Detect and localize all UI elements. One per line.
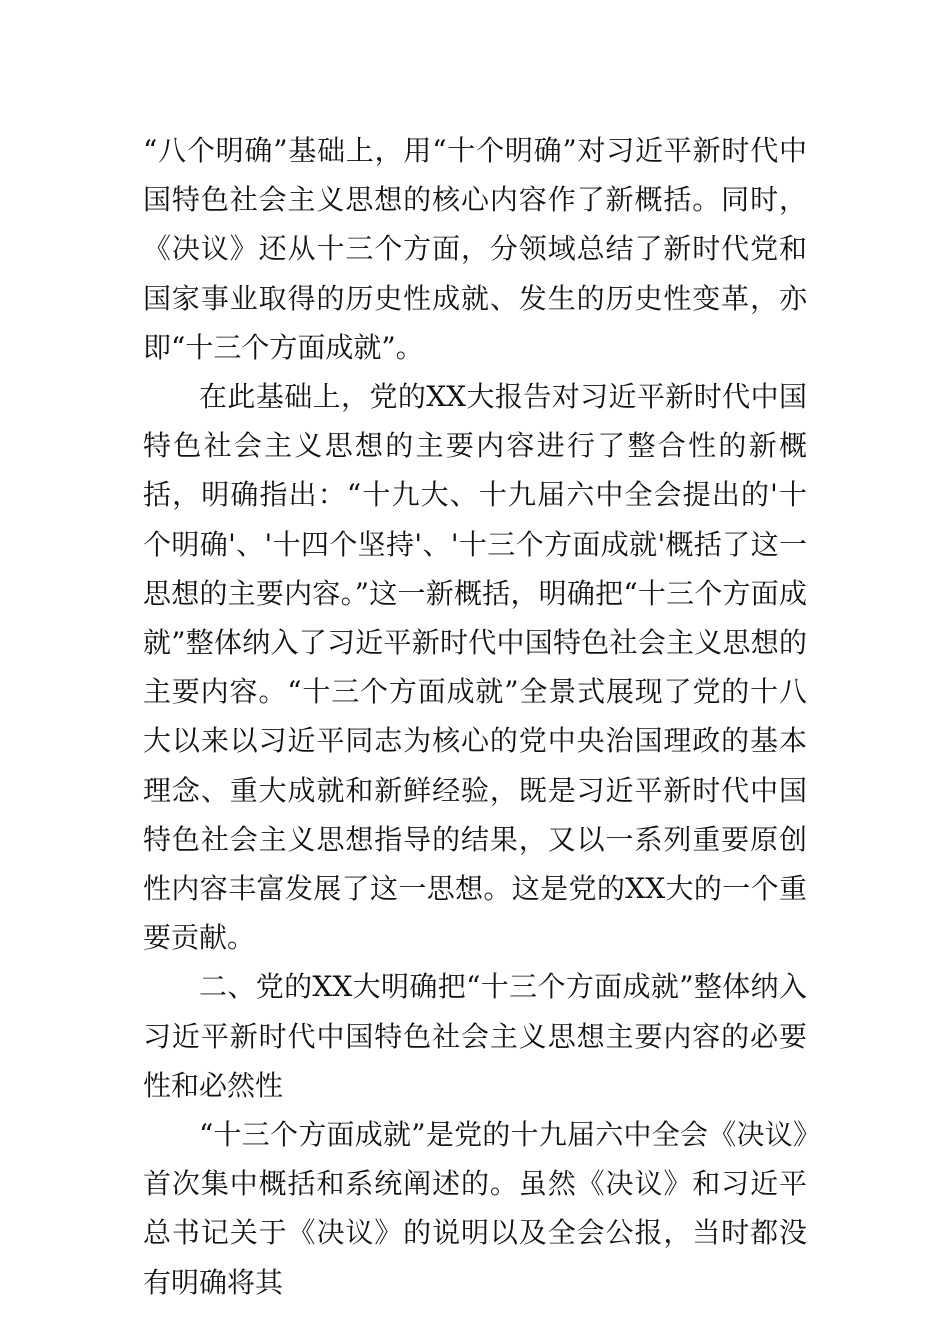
paragraph-continuation: “八个明确”基础上，用“十个明确”对习近平新时代中国特色社会主义思想的核心内容作了新概括。同时，《决议》还从十三个方面，分领域总结了新时代党和国家事业取得的历史性成就、发生的历史性变革，亦即“十三个方面成就”。 (143, 134, 807, 364)
paragraph-thirteen-achievements: “十三个方面成就”是党的十九届六中全会《决议》首次集中概括和系统阐述的。虽然《决议》和习近平总书记关于《决议》的说明以及全会公报，当时都没有明确将其 (143, 1118, 807, 1299)
paragraph-xx-report: 在此基础上，党的XX大报告对习近平新时代中国特色社会主义思想的主要内容进行了整合性的新概括，明确指出：“十九大、十九届六中全会提出的'十个明确'、'十四个坚持'、'十三个方面成就'概括了这一思想的主要内容。”这一新概括，明确把“十三个方面成就”整体纳入了习近平新时代中国特色社会主义思想的主要内容。“十三个方面成就”全景式展现了党的十八大以来以习近平同志为核心的党中央治国理政的基本理念、重大成就和新鲜经验，既是习近平新时代中国特色社会主义思想指导的结果，又以一系列重要原创性内容丰富发展了这一思想。这是党的XX大的一个重要贡献。 (143, 380, 807, 955)
section-heading-two: 二、党的XX大明确把“十三个方面成就”整体纳入习近平新时代中国特色社会主义思想主要内容的必要性和必然性 (143, 970, 807, 1102)
document-body (143, 126, 807, 1307)
